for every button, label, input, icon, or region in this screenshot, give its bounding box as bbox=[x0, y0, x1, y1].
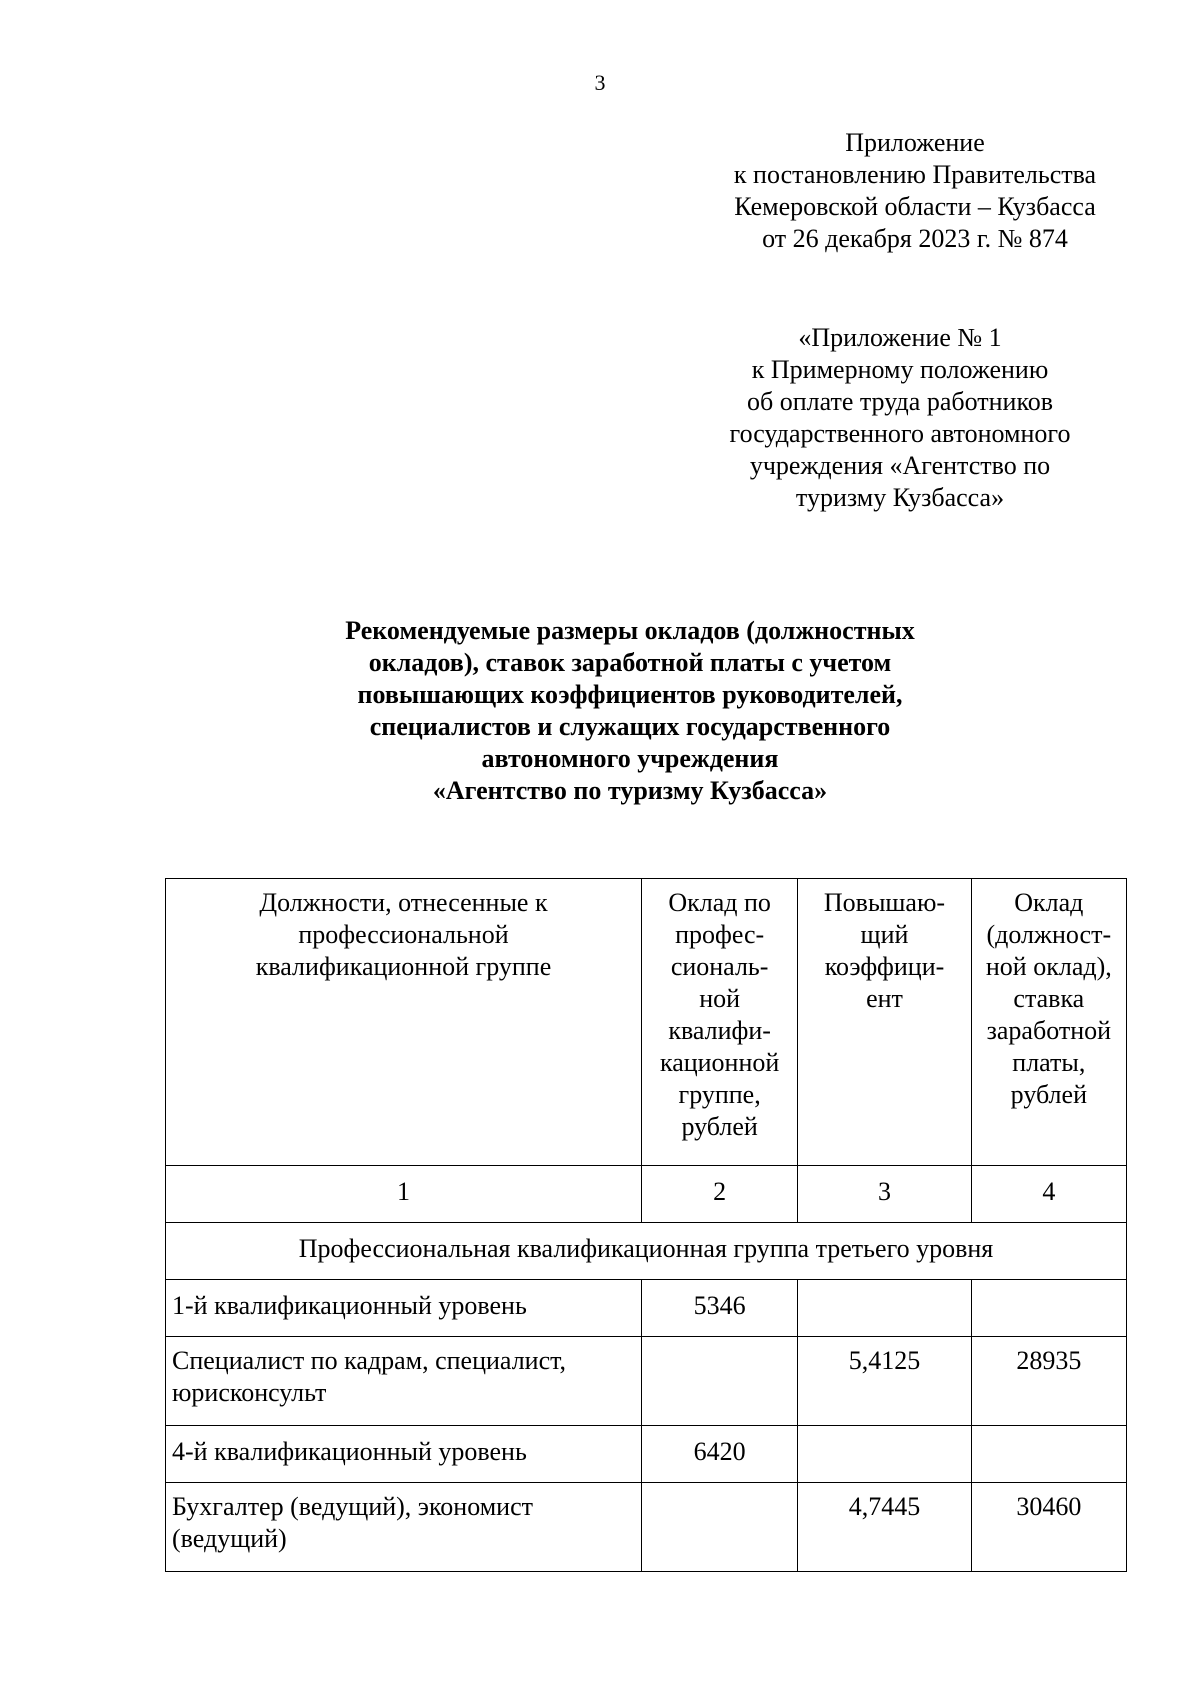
header-text: платы, bbox=[1012, 1048, 1086, 1077]
header-text: группе, bbox=[678, 1080, 761, 1109]
header-text: Оклад bbox=[1014, 888, 1084, 917]
header-text: сиональ- bbox=[670, 952, 769, 981]
appendix-header bbox=[700, 127, 1130, 255]
base-salary: 6420 bbox=[641, 1426, 797, 1483]
title-line: «Агентство по туризму Кузбасса» bbox=[432, 776, 828, 805]
title-line: Рекомендуемые размеры окладов (должностных bbox=[345, 616, 915, 645]
position-name: 4-й квалификационный уровень bbox=[166, 1426, 642, 1483]
header-text: кационной bbox=[659, 1048, 780, 1077]
appendix-line: к постановлению Правительства bbox=[733, 160, 1097, 189]
header-coefficient bbox=[798, 879, 971, 1166]
title-line: автономного учреждения bbox=[481, 744, 779, 773]
header-text: Должности, отнесенные к bbox=[259, 888, 548, 917]
coefficient: 4,7445 bbox=[798, 1483, 971, 1572]
appendix-line: Приложение bbox=[845, 128, 985, 157]
position-name: 1-й квалификационный уровень bbox=[166, 1280, 642, 1337]
title-line: повышающих коэффициентов руководителей, bbox=[357, 680, 903, 709]
header-text: ставка bbox=[1013, 984, 1085, 1013]
total-salary: 28935 bbox=[971, 1337, 1126, 1426]
appendix-line: от 26 декабря 2023 г. № 874 bbox=[762, 224, 1068, 253]
table-row bbox=[166, 1280, 1127, 1337]
header-total-salary bbox=[971, 879, 1126, 1166]
total-salary: 30460 bbox=[971, 1483, 1126, 1572]
base-salary: 5346 bbox=[641, 1280, 797, 1337]
header-text: заработной bbox=[986, 1016, 1112, 1045]
position-name: Бухгалтер (ведущий), экономист (ведущий) bbox=[166, 1483, 642, 1572]
document-title bbox=[290, 615, 970, 807]
base-salary bbox=[641, 1337, 797, 1426]
position-name: Специалист по кадрам, специалист, юрисконсульт bbox=[166, 1337, 642, 1426]
column-number: 3 bbox=[798, 1166, 971, 1223]
column-number: 1 bbox=[166, 1166, 642, 1223]
coefficient bbox=[798, 1280, 971, 1337]
column-number: 4 bbox=[971, 1166, 1126, 1223]
header-text: квалификационной группе bbox=[255, 952, 552, 981]
header-text: (должност- bbox=[986, 920, 1112, 949]
salary-table bbox=[165, 878, 1127, 1572]
appendix-inner-line: туризму Кузбасса» bbox=[795, 483, 1005, 512]
header-text: рублей bbox=[1010, 1080, 1087, 1109]
group-title: Профессиональная квалификационная группа третьего уровня bbox=[166, 1223, 1127, 1280]
header-text: профессиональной bbox=[298, 920, 509, 949]
appendix-inner-line: «Приложение № 1 bbox=[798, 323, 1002, 352]
header-positions bbox=[166, 879, 642, 1166]
appendix-inner-header bbox=[700, 322, 1100, 514]
coefficient bbox=[798, 1426, 971, 1483]
table-row bbox=[166, 1337, 1127, 1426]
header-text: Оклад по bbox=[668, 888, 771, 917]
base-salary bbox=[641, 1483, 797, 1572]
column-number-row bbox=[166, 1166, 1127, 1223]
appendix-inner-line: учреждения «Агентство по bbox=[749, 451, 1051, 480]
header-base-salary bbox=[641, 879, 797, 1166]
header-text: квалифи- bbox=[668, 1016, 771, 1045]
column-number: 2 bbox=[641, 1166, 797, 1223]
header-text: щий bbox=[860, 920, 909, 949]
title-line: специалистов и служащих государственного bbox=[369, 712, 891, 741]
header-text: рублей bbox=[681, 1112, 758, 1141]
group-title-row bbox=[166, 1223, 1127, 1280]
table-row bbox=[166, 1426, 1127, 1483]
total-salary bbox=[971, 1426, 1126, 1483]
total-salary bbox=[971, 1280, 1126, 1337]
header-text: коэффици- bbox=[824, 952, 945, 981]
table-row bbox=[166, 1483, 1127, 1572]
appendix-inner-line: об оплате труда работников bbox=[746, 387, 1054, 416]
appendix-inner-line: к Примерному положению bbox=[751, 355, 1049, 384]
table-header-row bbox=[166, 879, 1127, 1166]
header-text: ной оклад), bbox=[985, 952, 1112, 981]
header-text: профес- bbox=[675, 920, 765, 949]
coefficient: 5,4125 bbox=[798, 1337, 971, 1426]
header-text: Повышаю- bbox=[823, 888, 946, 917]
appendix-line: Кемеровской области – Кузбасса bbox=[734, 192, 1096, 221]
header-text: ной bbox=[699, 984, 741, 1013]
appendix-inner-line: государственного автономного bbox=[729, 419, 1071, 448]
title-line: окладов), ставок заработной платы с учетом bbox=[368, 648, 892, 677]
header-text: ент bbox=[866, 984, 903, 1013]
page-number: 3 bbox=[594, 70, 606, 95]
